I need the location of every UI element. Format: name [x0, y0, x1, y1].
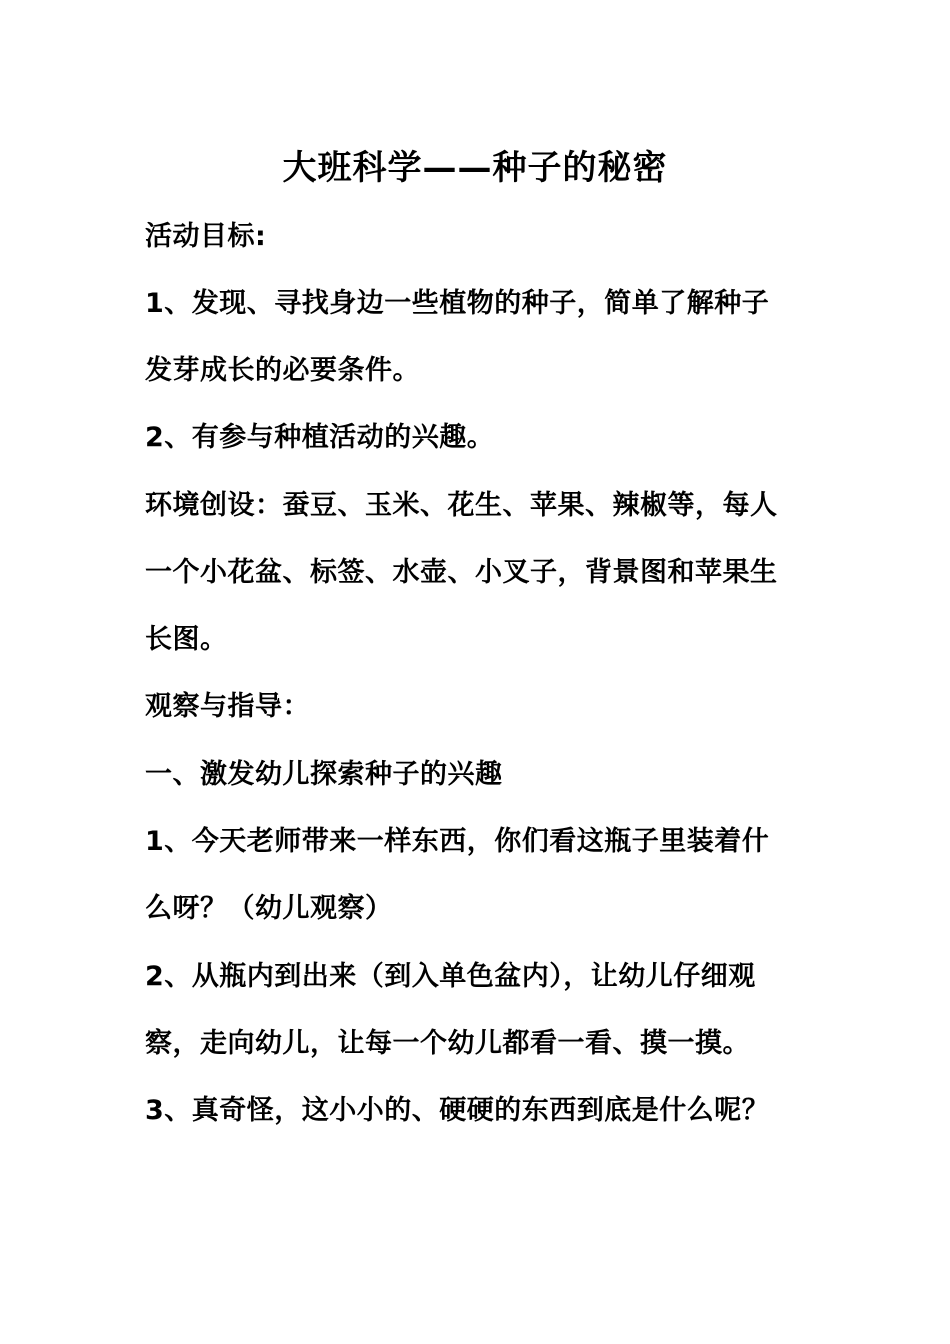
paragraph-line: 1、发现、寻找身边一些植物的种子，简单了解种子	[145, 288, 770, 319]
paragraph-line: 3、真奇怪，这小小的、硬硬的东西到底是什么呢？	[145, 1095, 770, 1126]
paragraph-line: 环境创设：蚕豆、玉米、花生、苹果、辣椒等，每人	[145, 490, 778, 521]
paragraph-line: 2、从瓶内到出来（到入单色盆内），让幼儿仔细观	[145, 961, 756, 992]
paragraph-line: 2、有参与种植活动的兴趣。	[145, 422, 495, 453]
section-heading-observation: 观察与指导：	[145, 691, 310, 722]
paragraph-line: 一个小花盆、标签、水壶、小叉子，背景图和苹果生	[145, 557, 778, 588]
section-heading-goals: 活动目标:	[145, 221, 267, 252]
paragraph-line: 察，走向幼儿，让每一个幼儿都看一看、摸一摸。	[145, 1028, 750, 1059]
paragraph-line: 发芽成长的必要条件。	[145, 355, 420, 386]
paragraph-line: 长图。	[145, 624, 228, 655]
paragraph-line: 么呀？（幼儿观察）	[145, 893, 393, 924]
paragraph-line: 1、今天老师带来一样东西，你们看这瓶子里装着什	[145, 826, 770, 857]
document-title: 大班科学——种子的秘密	[282, 148, 668, 188]
section-heading-part-one: 一、激发幼儿探索种子的兴趣	[145, 759, 503, 790]
